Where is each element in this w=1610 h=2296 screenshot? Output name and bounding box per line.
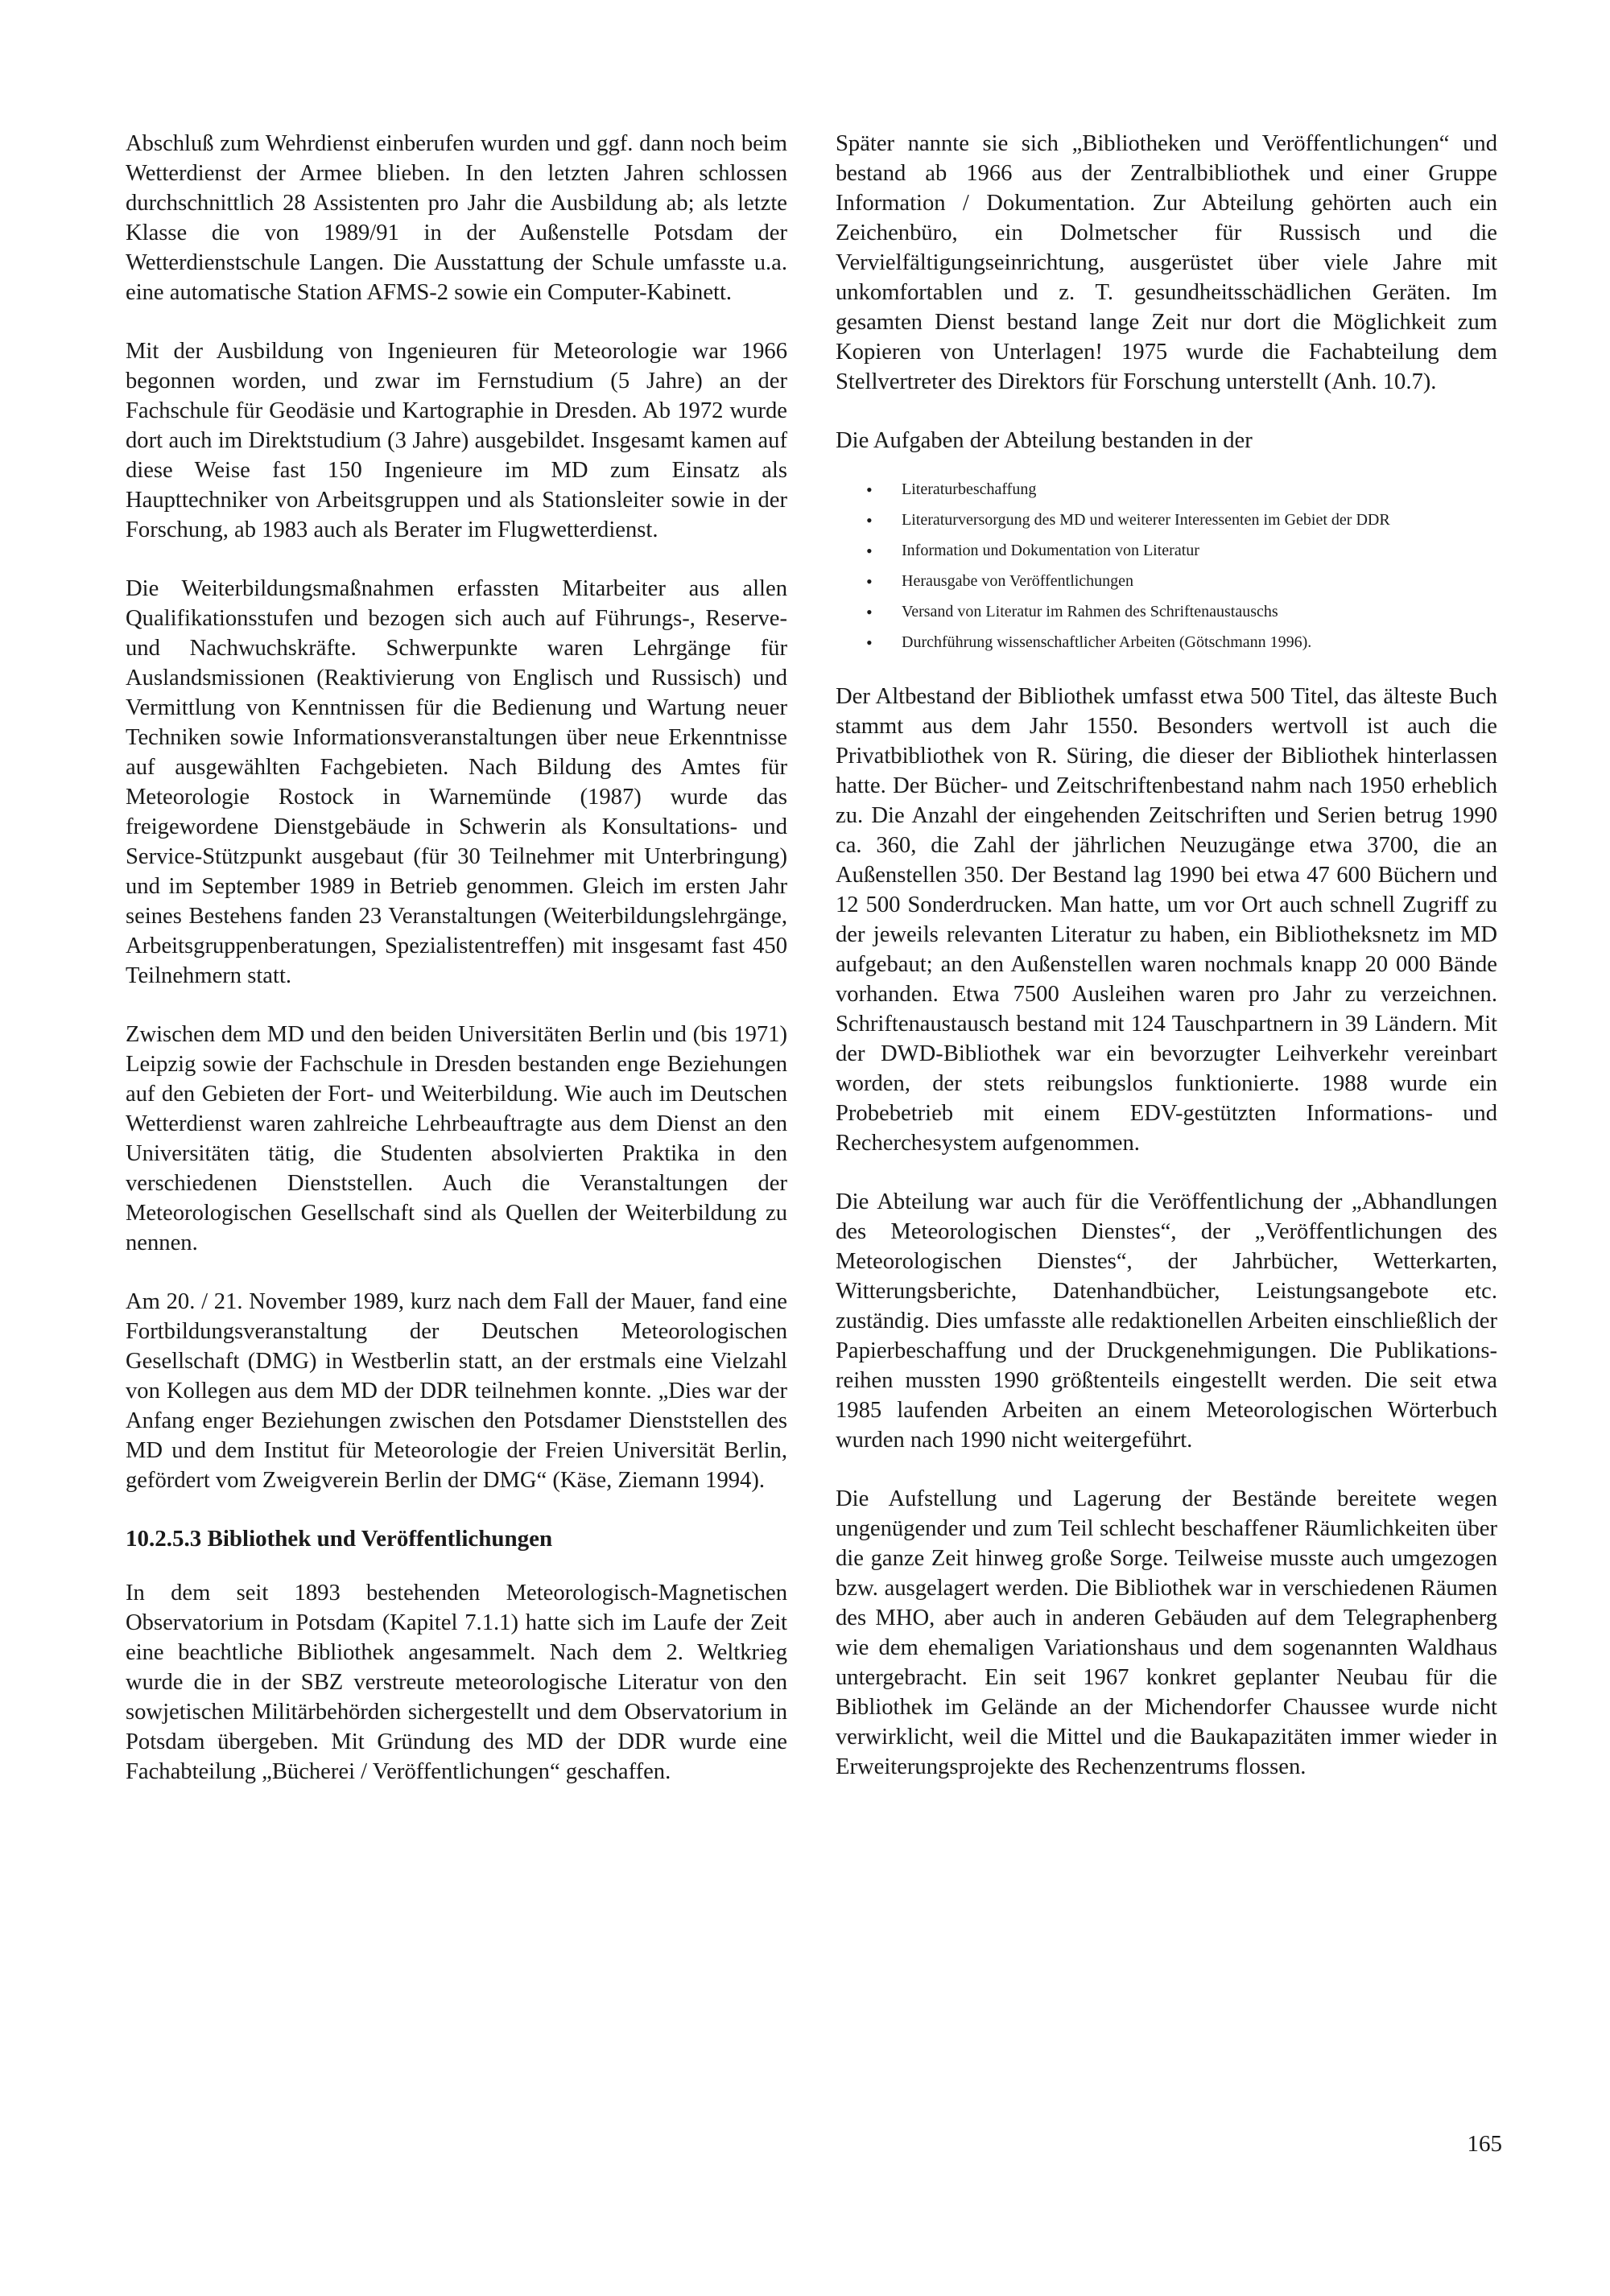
paragraph: Mit der Ausbildung von Ingenieuren für Meteorologie war 1966 begonnen worden, und zwar im Fernstudium (5 Jahre) an der Fachschule für Geodäsie und Kartographie in Dresden. Ab 1972 wurde dort auch im Direktstudium (3 Jahre) ausgebildet. Insgesamt kamen auf diese Weise fast 150 Ingenieure im MD zum Einsatz als Haupttechniker von Arbeitsgruppen und als Stationsleiter sowie in der Forschung, ab 1983 auch als Berater im Flugwetterdienst. (126, 339, 787, 542)
list-item (866, 571, 1497, 592)
list-item-text: Durchführung wissenschaftlicher Arbeiten (Götschmann 1996). (902, 633, 1312, 651)
list-item-text: Information und Dokumentation von Literatur (902, 542, 1199, 559)
bullet-icon: • (866, 602, 873, 622)
bullet-icon: • (866, 571, 873, 592)
list-item-text: Literaturversorgung des MD und weiterer Interessenten im Gebiet der DDR (902, 511, 1390, 529)
list-item-text: Literaturbeschaffung (902, 480, 1037, 498)
list-item (866, 602, 1497, 622)
bullet-icon: • (866, 480, 873, 500)
bullet-icon: • (866, 510, 873, 530)
right-column (836, 129, 1497, 1811)
left-column (126, 129, 787, 1816)
list-item (866, 480, 1497, 500)
paragraph: Die Aufgaben der Abteilung bestanden in der (836, 428, 1253, 453)
paragraph: Später nannte sie sich „Bibliotheken und Veröffentlichungen“ und bestand ab 1966 aus der Zentralbibliothek und einer Gruppe Information / Dokumentation. Zur Abteilung gehörten auch ein Zeichenbüro, ein Dolmetscher für Russisch und die Vervielfältigungseinrichtung, ausgerüstet über viele Jahre mit unkomfortablen und z. T. gesundheitsschädlichen Geräten. Im gesamten Dienst bestand lange Zeit nur dort die Möglichkeit zum Kopieren von Unterlagen! 1975 wurde die Fachabteilung dem Stellvertreter des Direktors für Forschung unterstellt (Anh. 10.7). (836, 131, 1497, 394)
paragraph: Abschluß zum Wehrdienst einberufen wurden und ggf. dann noch beim Wetterdienst der Armee blieben. In den letzten Jahren schlossen durchschnittlich 28 Assistenten pro Jahr die Ausbildung ab; als letzte Klasse die von 1989/91 in der Außenstelle Potsdam der Wetterdienstschule Langen. Die Ausstattung der Schule umfasste u.a. eine automatische Station AFMS-2 sowie ein Computer-Kabinett. (126, 131, 787, 305)
list-item (866, 541, 1497, 561)
bullet-icon: • (866, 633, 873, 653)
task-list (836, 480, 1497, 653)
bullet-icon: • (866, 541, 873, 561)
paragraph: In dem seit 1893 bestehenden Meteorologisch-Magnetischen Observatorium in Potsdam (Kapitel 7.1.1) hatte sich im Laufe der Zeit eine beachtliche Bibliothek angesammelt. Nach dem 2. Weltkrieg wurde die in der SBZ verstreute meteorologische Literatur von den sowjetischen Militärbehörden sichergestellt und dem Observatorium in Potsdam übergeben. Mit Gründung des MD der DDR wurde eine Fachabteilung „Bücherei / Veröffentlichungen“ geschaffen. (126, 1581, 787, 1784)
list-item (866, 633, 1497, 653)
paragraph: Am 20. / 21. November 1989, kurz nach dem Fall der Mauer, fand eine Fortbildungsveranstaltung der Deutschen Meteorologischen Gesellschaft (DMG) in Westberlin statt, an der erstmals eine Vielzahl von Kollegen aus dem MD der DDR teilnehmen konnte. „Dies war der Anfang enger Beziehungen zwischen den Potsdamer Dienststellen des MD und dem Institut für Meteorologie der Freien Universität Berlin, gefördert vom Zweigverein Berlin der DMG“ (Käse, Ziemann 1994). (126, 1289, 787, 1493)
paragraph: Die Weiterbildungsmaßnahmen erfassten Mitarbeiter aus allen Qualifikationsstufen und bezogen sich auch auf Führungs-, Reserve- und Nachwuchskräfte. Schwerpunkte waren Lehrgänge für Auslandsmissionen (Reaktivierung von Englisch und Russisch) und Vermittlung von Kenntnissen für die Bedienung und Wartung neuer Techniken sowie Informationsveranstaltungen über neue Erkenntnisse auf ausgewählten Fachgebieten. Nach Bildung des Amtes für Meteorologie Rostock in Warnemünde (1987) wurde das freigewordene Dienstgebäude in Schwerin als Konsultations- und Service-Stützpunkt ausgebaut (für 30 Teilnehmer mit Unterbringung) und im September 1989 in Betrieb genommen. Gleich im ersten Jahr seines Bestehens fanden 23 Veranstaltungen (Weiterbildungslehrgänge, Arbeitsgruppenberatungen, Spezialistentreffen) mit insgesamt fast 450 Teilnehmern statt. (126, 576, 787, 988)
page-number: 165 (1467, 2131, 1502, 2157)
paragraph: Der Altbestand der Bibliothek umfasst etwa 500 Titel, das älteste Buch stammt aus dem Jahr 1550. Besonders wertvoll ist auch die Privatbibliothek von R. Süring, die dieser der Bibliothek hinterlassen hatte. Der Bücher- und Zeitschriftenbestand nahm nach 1950 erheblich zu. Die Anzahl der eingehenden Zeitschriften und Serien betrug 1990 ca. 360, die Zahl der jährlichen Neuzugänge etwa 3700, die an Außenstellen 350. Der Bestand lag 1990 bei etwa 47 600 Büchern und 12 500 Sonderdrucken. Man hatte, um vor Ort auch schnell Zugriff zu der jeweils relevanten Literatur zu haben, ein Bibliotheksnetz im MD aufgebaut; an den Außenstellen waren nochmals knapp 20 000 Bände vorhanden. Etwa 7500 Ausleihen waren pro Jahr zu verzeichnen. Schriftenaustausch bestand mit 124 Tauschpartnern in 39 Ländern. Mit der DWD-Bibliothek war ein bevorzugter Leihverkehr vereinbart worden, der stets reibungslos funktionierte. 1988 wurde ein Probebetrieb mit einem EDV-gestützten Informations- und Recherchesystem aufgenommen. (836, 684, 1497, 1156)
list-item-text: Versand von Literatur im Rahmen des Schriftenaustauschs (902, 603, 1278, 620)
paragraph: Die Aufstellung und Lagerung der Bestände bereitete wegen ungenügender und zum Teil schlecht beschaffener Räumlichkeiten über die ganze Zeit hinweg große Sorge. Teilweise musste auch umgezogen bzw. ausgelagert werden. Die Bibliothek war in verschiedenen Räumen des MHO, aber auch in anderen Gebäuden auf dem Telegraphenberg wie dem ehemaligen Variationshaus und dem sogenannten Waldhaus untergebracht. Ein seit 1967 konkret geplanter Neubau für die Bibliothek im Gelände an der Michendorfer Chaussee wurde nicht verwirklicht, weil die Mittel und die Baukapazitäten immer wieder in Erweiterungsprojekte des Rechenzentrums flossen. (836, 1486, 1497, 1779)
list-item (866, 510, 1497, 530)
list-item-text: Herausgabe von Veröffentlichungen (902, 572, 1134, 590)
section-heading: 10.2.5.3 Bibliothek und Veröffentlichungen (126, 1526, 553, 1552)
paragraph: Die Abteilung war auch für die Veröffentlichung der „Abhandlungen des Meteorologischen Dienstes“, der „Veröffentlichungen des Meteorologischen Dienstes“, der Jahrbücher, Wetterkarten, Witterungsberichte, Datenhandbücher, Leistungsangebote etc. zuständig. Dies umfasste alle redaktionellen Arbeiten einschließlich der Papierbeschaffung und der Druckgenehmigungen. Die Publikationsreihen mussten 1990 größtenteils eingestellt werden. Die seit etwa 1985 laufenden Arbeiten an einem Meteorologischen Wörterbuch wurden nach 1990 nicht weitergeführt. (836, 1189, 1497, 1453)
paragraph: Zwischen dem MD und den beiden Universitäten Berlin und (bis 1971) Leipzig sowie der Fachschule in Dresden bestanden enge Beziehungen auf den Gebieten der Fort- und Weiterbildung. Wie auch im Deutschen Wetterdienst waren zahlreiche Lehrbeauftragte aus dem Dienst an den Universitäten tätig, die Studenten absolvierten Praktika in den verschiedenen Dienststellen. Auch die Veranstaltungen der Meteorologischen Gesellschaft sind als Quellen der Weiterbildung zu nennen. (126, 1022, 787, 1255)
